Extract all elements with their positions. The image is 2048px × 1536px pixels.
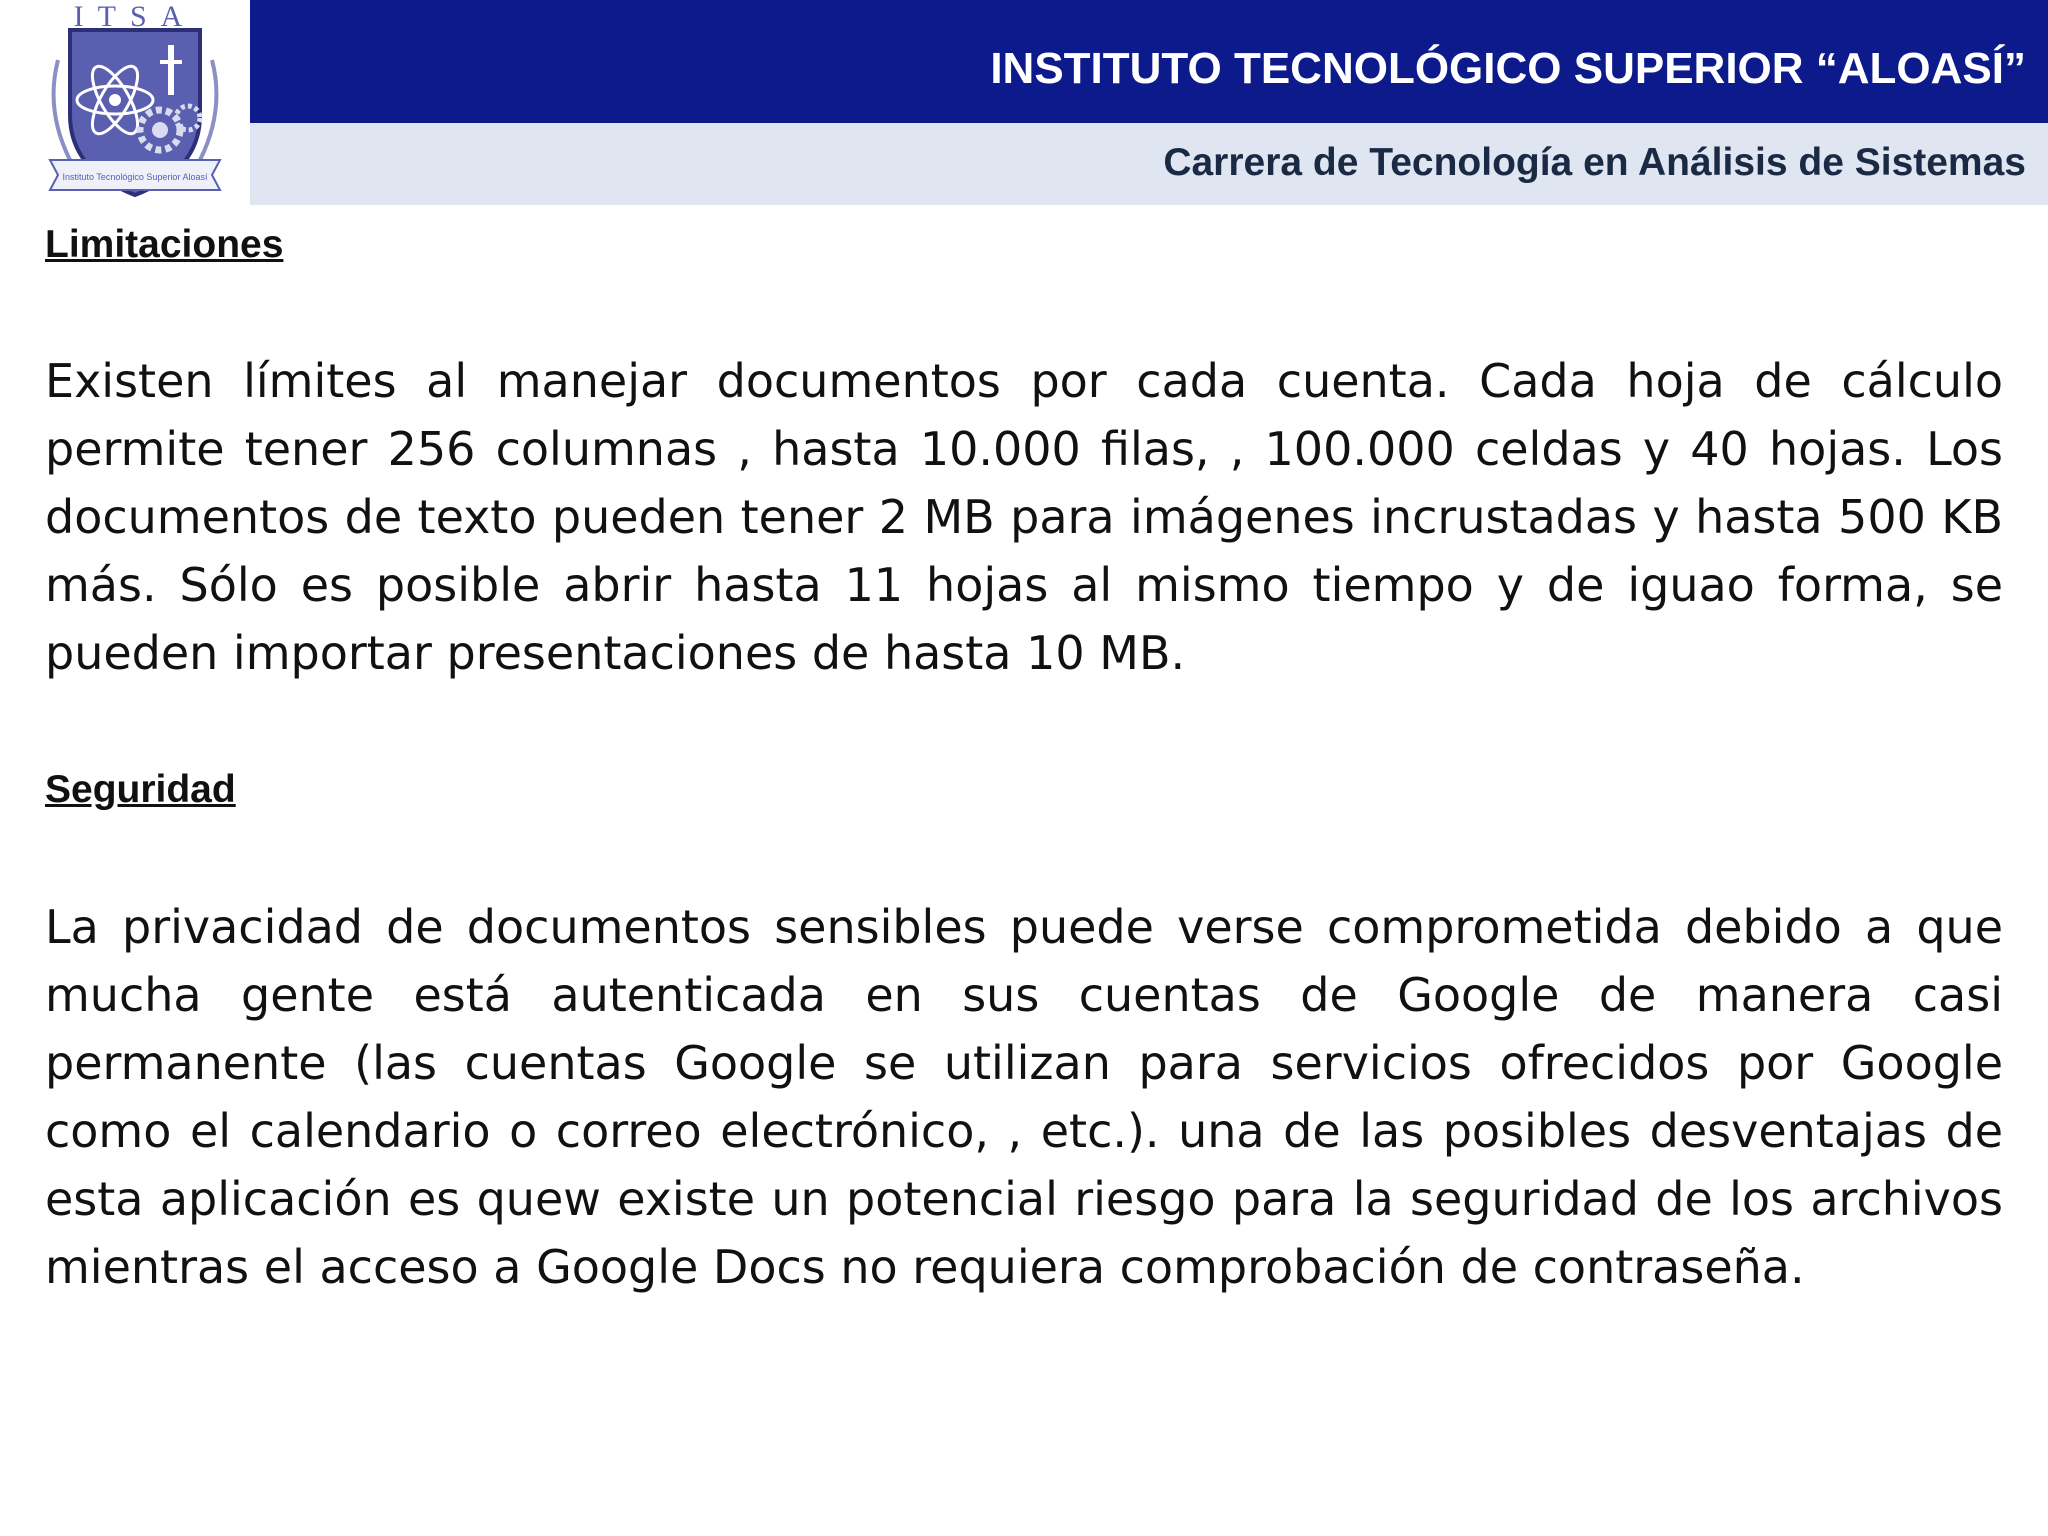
svg-text:Instituto Tecnológico Superior: Instituto Tecnológico Superior Aloasí [62, 172, 208, 182]
institution-logo [0, 0, 250, 205]
institution-title: INSTITUTO TECNOLÓGICO SUPERIOR “ALOASÍ” [990, 44, 2026, 93]
section-body-limitaciones: Existen límites al manejar documentos por cada cuenta. Cada hoja de cálculo permite tener 256 columnas , hasta 10.000 filas, , 100.000 celdas y 40 hojas. Los documentos de texto pueden tener 2 MB para imágenes incrustadas y hasta 500 KB más. Sólo es posible abrir hasta 11 hojas al mismo tiempo y de iguao forma, se pueden importar presentaciones de hasta 10 MB. [45, 354, 2003, 680]
career-subtitle: Carrera de Tecnología en Análisis de Sistemas [1163, 141, 2026, 184]
section-heading-limitaciones: Limitaciones [45, 223, 284, 266]
section-heading-seguridad: Seguridad [45, 768, 236, 811]
institution-seal-icon [40, 0, 230, 205]
svg-text:ITSA: ITSA [73, 0, 197, 33]
header-banner [250, 0, 2048, 123]
header-subbanner [250, 123, 2048, 205]
section-body-seguridad: La privacidad de documentos sensibles puede verse comprometida debido a que mucha gente está autenticada en sus cuentas de Google de manera casi permanente (las cuentas Google se utilizan para servicios ofrecidos por Google como el calendario o correo electrónico, , etc.). una de las posibles desventajas de esta aplicación es quew existe un potencial riesgo para la seguridad de los archivos mientras el acceso a Google Docs no requiera comprobación de contraseña. [45, 900, 2003, 1294]
